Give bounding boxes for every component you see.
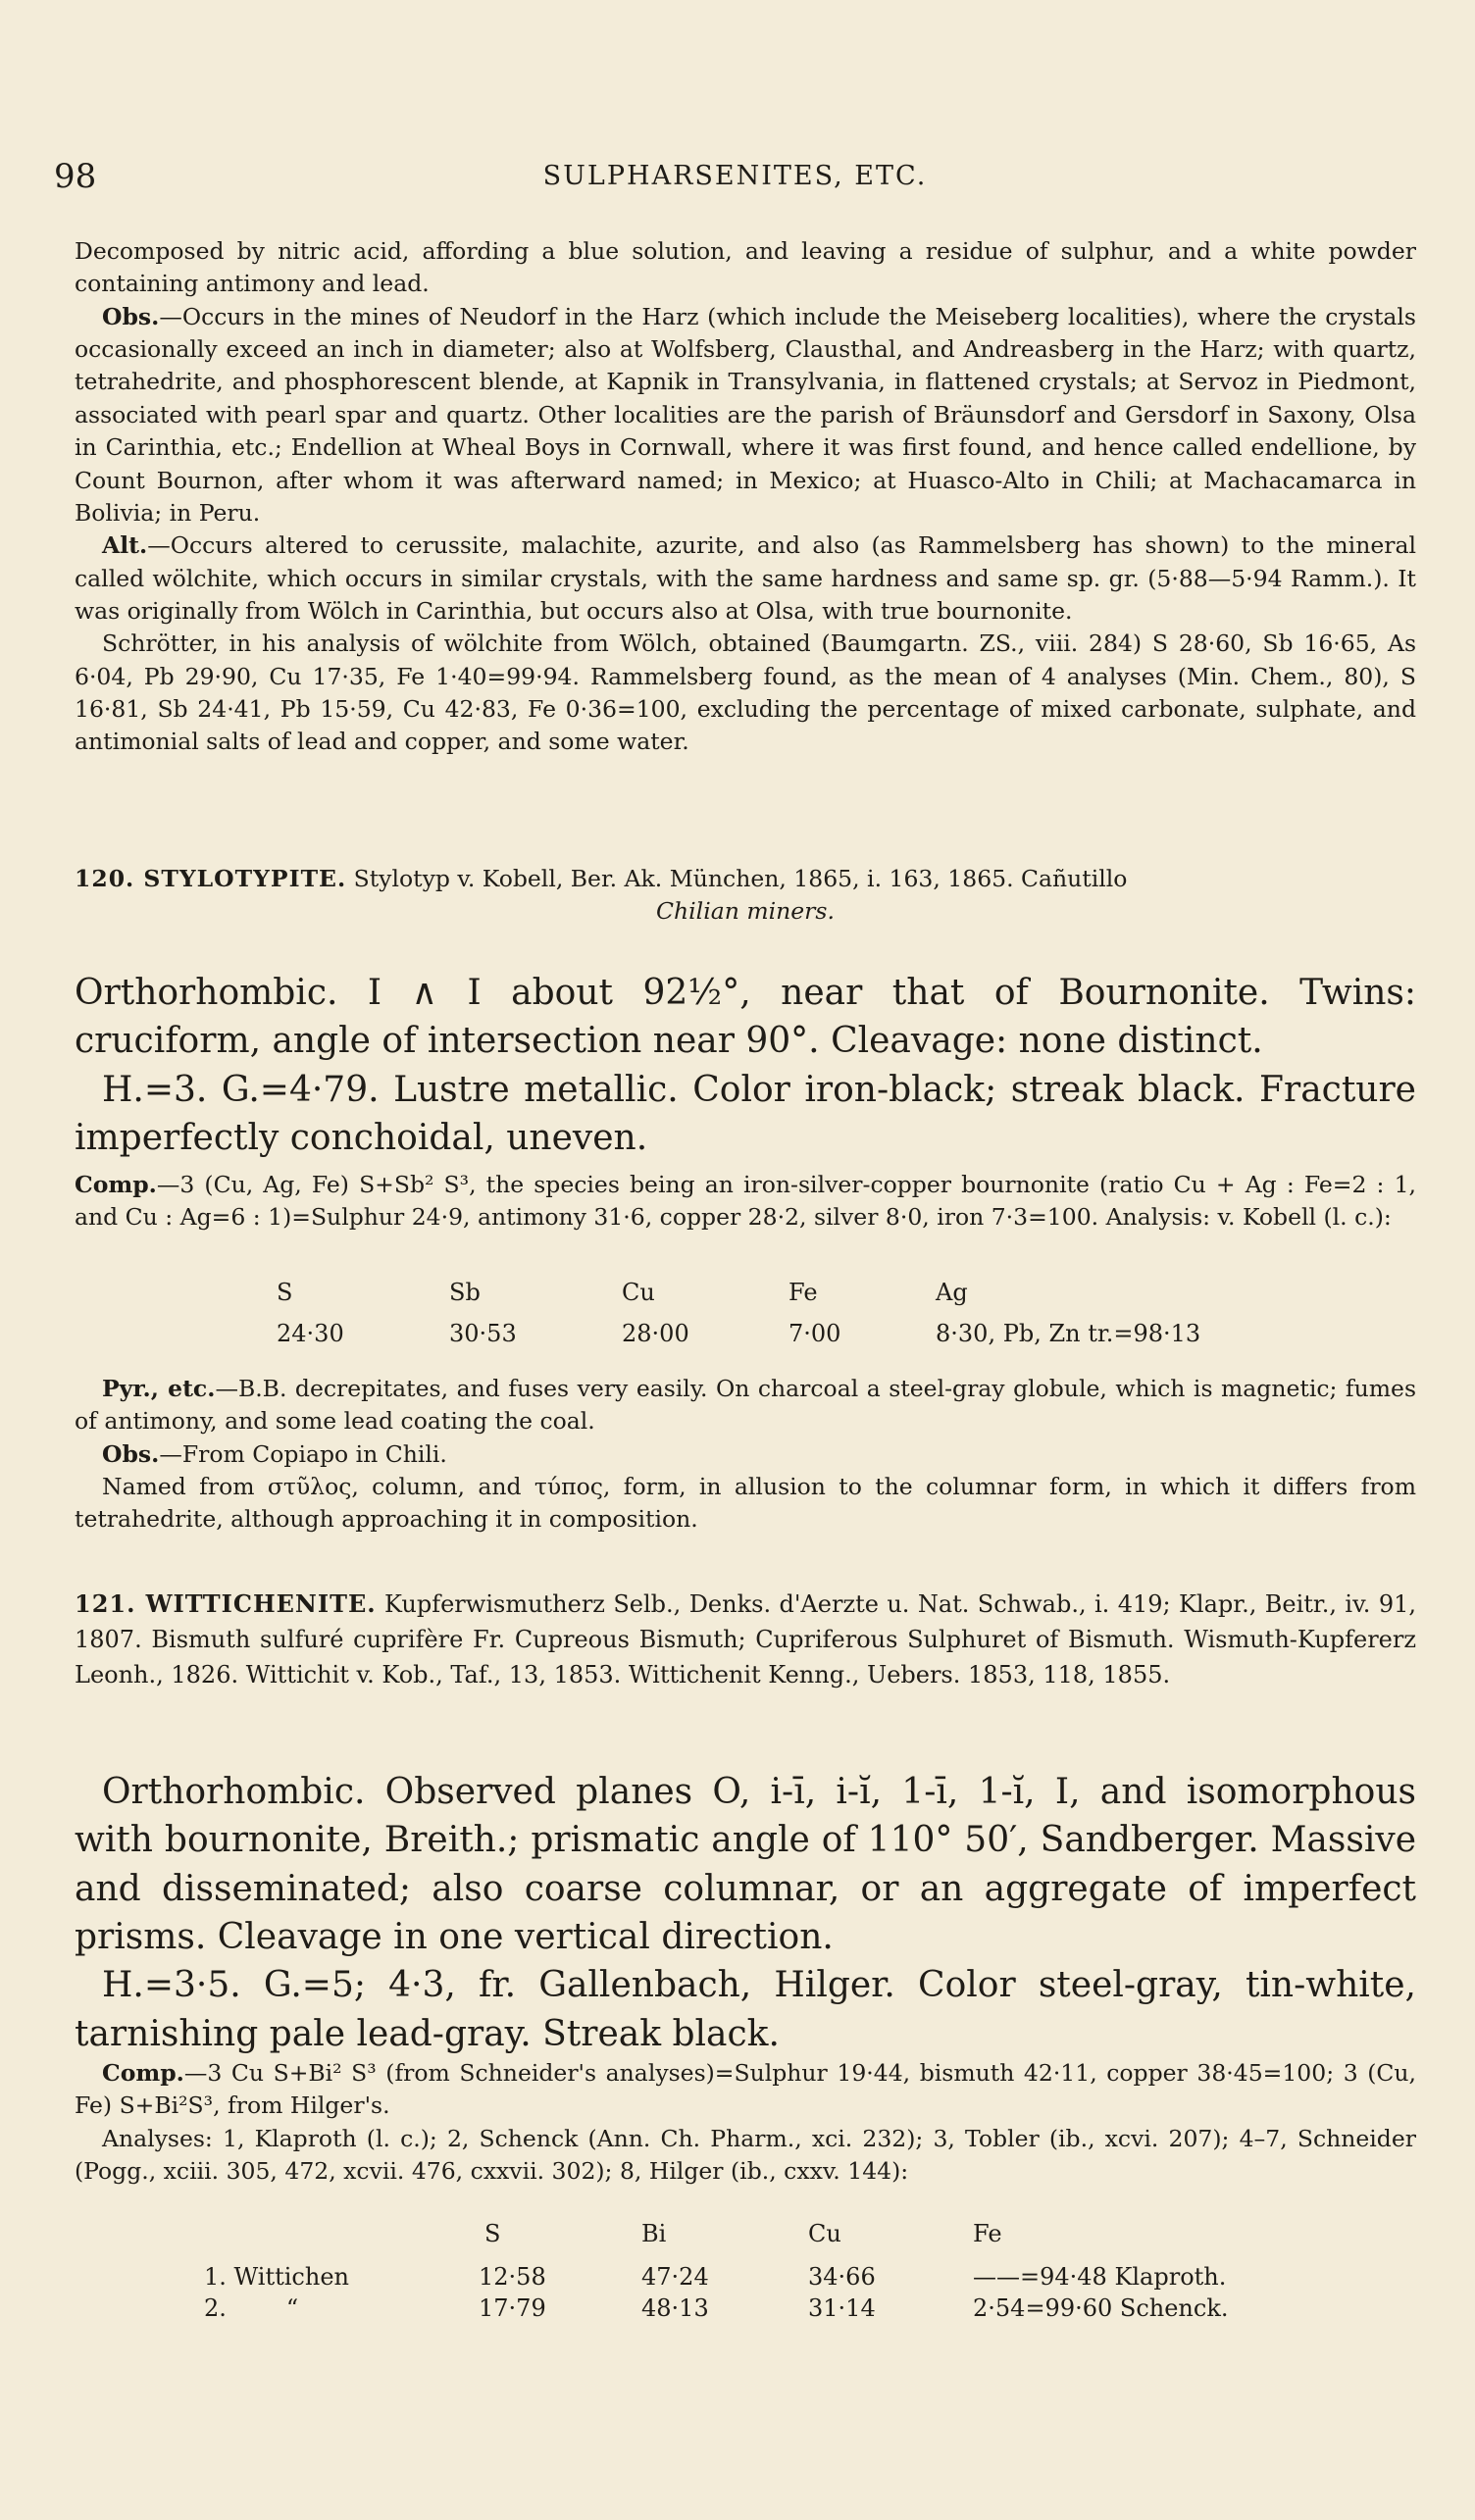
table-cell: 7·00 [788, 1320, 841, 1347]
table-cell: 48·13 [641, 2294, 709, 2322]
wittichenite-properties: H.=3·5. G.=5; 4·3, fr. Gallenbach, Hilger. Color steel-gray, tin-white, tarnishing pale lead-gray. Streak black. [75, 1965, 1416, 2054]
table-cell: 24·30 [277, 1320, 344, 1347]
stylotypite-named: Named from στῦλος, column, and τύπος, form, in allusion to the columnar form, in which it differs from tetrahedrite, although approaching it in composition. [75, 1473, 1416, 1534]
table-header-cell: Ag [936, 1279, 968, 1306]
table-cell: 34·66 [808, 2263, 876, 2291]
stylotypite-pyr-text: —B.B. decrepitates, and fuses very easily. On charcoal a steel-gray globule, which is magnetic; fumes of antimony, and some lead coating the coal. [75, 1375, 1417, 1436]
stylotypite-pyr-label: Pyr., etc. [102, 1375, 216, 1402]
stylotypite-obs [75, 1438, 1416, 1471]
stylotypite-comp-text: —3 (Cu, Ag, Fe) S+Sb² S³, the species being an iron-silver-copper bournonite (ratio Cu + Ag : Fe=2 : 1, and Cu : Ag=6 : 1)=Sulphur 24·9, antimony 31·6, copper 28·2, silver 8·0, iron 7·3=100. Analysis: v. Kobell (l. c.): [75, 1171, 1416, 1232]
stylotypite-notes-block [75, 1373, 1416, 1537]
table-cell: 31·14 [808, 2294, 876, 2322]
stylotypite-description: Orthorhombic. I ∧ I about 92½°, near that of Bournonite. Twins: cruciform, angle of intersection near 90°. Cleavage: none distinct. [75, 973, 1416, 1062]
top-section [75, 235, 1416, 759]
alt-label: Alt. [102, 531, 148, 560]
table-cell: ——=94·48 Klaproth. [973, 2263, 1227, 2291]
stylotypite-obs-label: Obs. [102, 1439, 160, 1468]
stylotypite-heading-line [75, 863, 1416, 895]
wittichenite-comp-label: Comp. [102, 2059, 184, 2087]
running-head: SULPHARSENITES, ETC. [542, 161, 928, 191]
table-cell: 12·58 [479, 2263, 546, 2291]
stylotypite-analysis-table [277, 1277, 1200, 1349]
table-cell: 28·00 [622, 1320, 689, 1347]
table-cell: 2·54=99·60 Schenck. [973, 2294, 1229, 2322]
table-cell: 47·24 [641, 2263, 709, 2291]
stylotypite-synonyms-line2: Chilian miners. [656, 897, 835, 926]
stylotypite-comp-block [75, 1169, 1416, 1235]
wittichenite-comp-block [75, 2057, 1416, 2188]
table-header-row [204, 2218, 1229, 2249]
wittichenite-comp [75, 2057, 1416, 2123]
table-row [204, 2249, 1229, 2293]
table-cell: 17·79 [479, 2294, 546, 2322]
stylotypite-comp-label: Comp. [75, 1171, 157, 1198]
stylotypite-synonyms: Stylotyp v. Kobell, Ber. Ak. München, 1865, i. 163, 1865. Cañutillo [353, 865, 1128, 892]
stylotypite-pyr [75, 1373, 1416, 1438]
table-header-cell [204, 2218, 479, 2249]
decomposed-paragraph: Decomposed by nitric acid, affording a blue solution, and leaving a residue of sulphur, and a white powder containing antimony and lead. [75, 237, 1416, 298]
wittichenite-analysis-table [204, 2218, 1229, 2324]
table-cell: 1. Wittichen [204, 2263, 349, 2291]
stylotypite-heading: 120. STYLOTYPITE. [75, 865, 347, 892]
obs-label: Obs. [102, 302, 160, 330]
table-header-cell: Fe [788, 1279, 818, 1306]
table-header-cell: Sb [449, 1279, 481, 1306]
table-header-cell: S [484, 2220, 501, 2247]
wittichenite-description: Orthorhombic. Observed planes O, i-ī, i-ĭ, 1-ī, 1-ĭ, I, and isomorphous with bournonite, Breith.; prismatic angle of 110° 50′, Sandberger. Massive and disseminated; also coarse columnar, or an aggregate of imperfect prisms. Cleavage in one vertical direction. [75, 1772, 1416, 1957]
stylotypite-heading-block [75, 863, 1416, 929]
wittichenite-analyses: Analyses: 1, Klaproth (l. c.); 2, Schenck (Ann. Ch. Pharm., xci. 232); 3, Tobler (ib., xcvi. 207); 4–7, Schneider (Pogg., xciii. 305, 472, xcvii. 476, cxxvii. 302); 8, Hilger (ib., cxxv. 144): [75, 2124, 1416, 2186]
wittichenite-heading-line [75, 1587, 1416, 1692]
wittichenite-synonyms: Kupferwismutherz Selb., Denks. d'Aerzte u. Nat. Schwab., i. 419; Klapr., Beitr., iv. 91, 1807. Bismuth sulfuré cuprifère Fr. Cupreous Bismuth; Cupriferous Sulphuret of Bismuth. Wismuth-Kupfererz Leonh., 1826. Wittichit v. Kob., Taf., 13, 1853. Wittichenit Kenng., Uebers. 1853, 118, 1855. [75, 1590, 1416, 1688]
stylotypite-comp [75, 1169, 1416, 1235]
obs-text: —Occurs in the mines of Neudorf in the Harz (which include the Meiseberg localities), where the crystals occasionally exceed an inch in diameter; also at Wolfsberg, Clausthal, and Andreasberg in the Harz; with quartz, tetrahedrite, and phosphorescent blende, at Kapnik in Transylvania, in flattened crystals; at Servoz in Piedmont, associated with pearl spar and quartz. Other localities are the parish of Bräunsdorf and Gersdorf in Saxony, Olsa in Carinthia, etc.; Endellion at Wheal Boys in Cornwall, where it was first found, and hence called endellione, by Count Bournon, after whom it was afterward named; in Mexico; at Huasco-Alto in Chili; at Machacamarca in Bolivia; in Peru. [75, 302, 1416, 527]
table-cell: 2. “ [204, 2294, 299, 2322]
table-cell: 30·53 [449, 1320, 517, 1347]
table-row [204, 2293, 1229, 2324]
obs-paragraph [75, 301, 1416, 530]
table-row [277, 1308, 1200, 1349]
table-header-cell: S [277, 1279, 293, 1306]
page-number: 98 [54, 157, 97, 196]
wittichenite-heading: 121. WITTICHENITE. [75, 1589, 377, 1618]
alt-paragraph [75, 529, 1416, 628]
stylotypite-description-block [75, 969, 1416, 1162]
table-header-cell: Bi [641, 2220, 667, 2247]
schrotter-paragraph: Schrötter, in his analysis of wölchite from Wölch, obtained (Baumgartn. ZS., viii. 284) S 28·60, Sb 16·65, As 6·04, Pb 29·90, Cu 17·35, Fe 1·40=99·94. Rammelsberg found, as the mean of 4 analyses (Min. Chem., 80), S 16·81, Sb 24·41, Pb 15·59, Cu 42·83, Fe 0·36=100, excluding the percentage of mixed carbonate, sulphate, and antimonial salts of lead and copper, and some water. [75, 630, 1416, 756]
wittichenite-description-block [75, 1768, 1416, 2058]
stylotypite-obs-text: —From Copiapo in Chili. [159, 1439, 447, 1468]
wittichenite-comp-text: —3 Cu S+Bi² S³ (from Schneider's analyses)=Sulphur 19·44, bismuth 42·11, copper 38·45=100; 3 (Cu, Fe) S+Bi²S³, from Hilger's. [75, 2059, 1416, 2120]
stylotypite-properties: H.=3. G.=4·79. Lustre metallic. Color iron-black; streak black. Fracture imperfectly conchoidal, uneven. [75, 1069, 1416, 1158]
table-header-cell: Cu [622, 1279, 655, 1306]
table-cell: 8·30, Pb, Zn tr.=98·13 [936, 1320, 1201, 1347]
table-header-row [277, 1277, 1200, 1308]
table-header-cell: Fe [973, 2220, 1002, 2247]
alt-text: —Occurs altered to cerussite, malachite, azurite, and also (as Rammelsberg has shown) to the mineral called wölchite, which occurs in similar crystals, with the same hardness and same sp. gr. (5·88—5·94 Ramm.). It was originally from Wölch in Carinthia, but occurs also at Olsa, with true bournonite. [75, 531, 1416, 625]
page-header [54, 157, 1416, 196]
table-header-cell: Cu [808, 2220, 841, 2247]
wittichenite-heading-block [75, 1587, 1416, 1692]
